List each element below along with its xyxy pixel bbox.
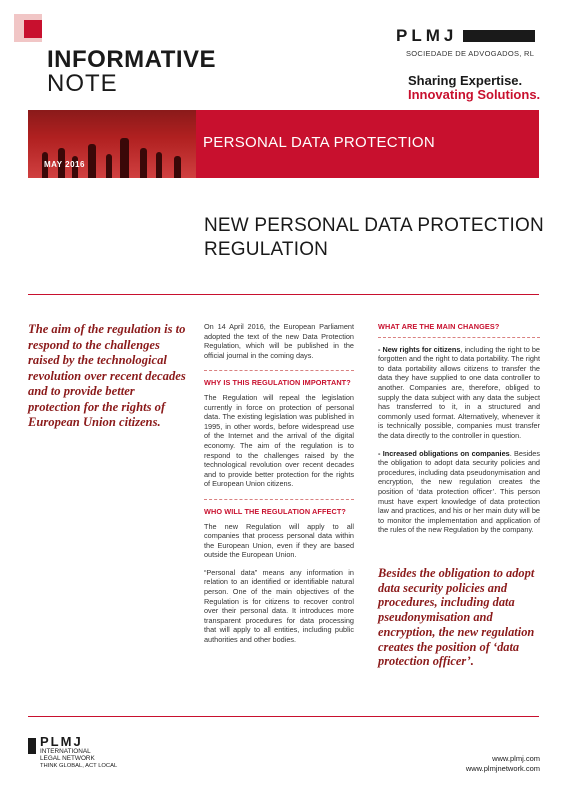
obligations-text: . Besides the obligation to adopt data security policies and procedures, including data pseudonymisation and encryption, the new regulation creates the position of ‘data protection officer’. This person must have expert knowledge of data protection law and practices, and his or her main duty will be to monitor the implementation and application of the rules of the new Regulation by the company.	[378, 448, 541, 535]
paragraph-personal-data: “Personal data” means any information in relation to an identified or identifiable natural person. One of the main objectives of the Regulation is for citizens to recover control over their personal data. It introduces more transparent procedures for data processing that will apply to all entities, including public authorities and other bodies.	[204, 567, 354, 645]
corner-decoration-square-accent	[24, 20, 42, 38]
pull-quote-right: Besides the obligation to adopt data security policies and procedures, including data pseudonymisation and encryption, the new regulation creates the position of ‘data protection officer’.	[378, 566, 535, 669]
divider-bottom	[28, 716, 539, 717]
topic-banner	[28, 110, 539, 178]
title-line-note: NOTE	[47, 70, 118, 97]
footer-logo-line1: INTERNATIONAL	[40, 748, 91, 755]
intro-paragraph: On 14 April 2016, the European Parliament adopted the text of the new Data Protection Regulation, which will be published in the official journal in the coming days.	[204, 322, 354, 360]
pull-quote-left: The aim of the regulation is to respond to the challenges raised by the technological revolution over recent decades and to provide better protection for the rights of European Union citizens.	[28, 322, 186, 429]
tagline-sharing: Sharing Expertise.	[408, 73, 523, 88]
section-heading-who: WHO WILL THE REGULATION AFFECT?	[204, 506, 346, 516]
section-heading-why: WHY IS THIS REGULATION IMPORTANT?	[204, 378, 351, 388]
tagline-innovating: Innovating Solutions.	[408, 87, 541, 102]
paragraph-new-rights	[378, 345, 540, 441]
paragraph-obligations	[378, 449, 540, 535]
footer-logo-line2: LEGAL NETWORK	[40, 755, 95, 762]
banner-topic: PERSONAL DATA PROTECTION	[203, 134, 435, 151]
logo-mark	[28, 738, 36, 754]
section-divider	[204, 370, 354, 371]
plmj-logo	[396, 26, 535, 58]
title-line-informative: INFORMATIVE	[47, 46, 217, 73]
publication-date: MAY 2016	[44, 160, 85, 169]
paragraph-why: The Regulation will repeal the legislation currently in force on protection of personal data. The existing legislation was published in 1995, in other words, before widespread use of the Internet and the arrival of the digital economy. The aim of the regulation is to respond to the challenges raised by the technological revolution over recent decades and to provide better protection for the rights of European Union citizens.	[204, 392, 354, 489]
brand-subtitle: SOCIEDADE DE ADVOGADOS, RL	[406, 49, 535, 58]
document-type-title	[47, 48, 216, 96]
new-rights-text: , including the right to be forgotten and the right to data portability. The right to data portability allows citizens to transfer the data they have supplied to one data controller to another. Companies are, therefore, obliged to supply the data subject with any data the subject has transferred to it, in a structured and commonly used format. Alternatively, whenever it is technically possible, companies must transfer the data directly to the controller in question.	[378, 344, 540, 440]
divider-top	[28, 294, 539, 295]
logo-bar	[463, 30, 535, 42]
section-divider	[378, 337, 540, 338]
column-2	[378, 322, 540, 543]
banner-photo	[28, 110, 196, 178]
link-plmj-network[interactable]: www.plmjnetwork.com	[465, 764, 540, 773]
plmj-network-logo	[28, 736, 117, 770]
new-rights-lead: - New rights for citizens	[378, 344, 461, 354]
link-plmj[interactable]: www.plmj.com	[492, 754, 540, 763]
column-1	[204, 322, 354, 653]
section-heading-changes: WHAT ARE THE MAIN CHANGES?	[378, 322, 500, 331]
brand-name: PLMJ	[396, 26, 458, 45]
paragraph-who: The new Regulation will apply to all companies that process personal data within the European Union, even if they are based outside the European Union.	[204, 521, 354, 560]
section-divider	[204, 499, 354, 500]
footer-logo-name: PLMJ	[40, 734, 83, 749]
headline-line2: REGULATION	[204, 239, 329, 260]
footer-logo-tagline: THINK GLOBAL, ACT LOCAL	[40, 763, 118, 769]
headline-line1: NEW PERSONAL DATA PROTECTION	[204, 215, 544, 236]
footer-links	[450, 754, 540, 774]
tagline	[408, 74, 540, 102]
obligations-lead: - Increased obligations on companies	[378, 448, 510, 458]
article-headline	[204, 214, 544, 262]
